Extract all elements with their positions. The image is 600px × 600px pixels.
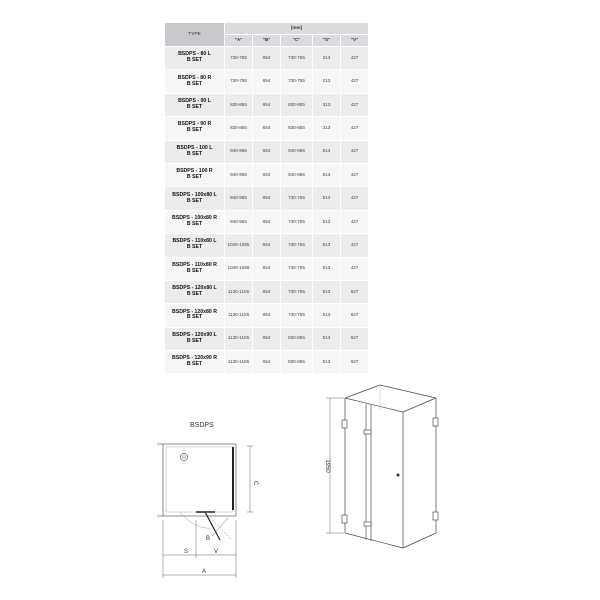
column-header: "V" [341,35,369,47]
value-cell-s: 513 [313,304,341,327]
model-cell [165,140,225,163]
value-cell-b: 654 [253,234,281,257]
plan-enclosure [157,444,236,540]
value-cell-b: 654 [253,304,281,327]
value-cell-s: 313 [313,117,341,140]
dim-v-label: V [214,549,219,555]
value-cell-s: 513 [313,187,341,210]
value-cell-b: 654 [253,187,281,210]
value-cell-a: 1130-1155 [225,280,253,303]
value-cell-c: 830-855 [281,327,313,350]
value-cell-c: 730-755 [281,47,313,70]
value-cell-v: 427 [341,140,369,163]
value-cell-c: 730-755 [281,234,313,257]
value-cell-a: 1040-1065 [225,234,253,257]
table-row [165,351,369,374]
model-cell [165,280,225,303]
model-name: BSDPS - 120x80 L [172,285,217,292]
model-name: BSDPS - 120x90 L [172,331,217,338]
value-cell-b: 654 [253,327,281,350]
model-name: BSDPS - 90 R [177,121,212,128]
model-cell [165,210,225,233]
dim-c-label: C [252,481,258,486]
value-cell-a: 940-965 [225,163,253,186]
model-name: BSDPS - 120x90 R [172,355,217,362]
model-set: B SET [186,57,203,64]
table-row [165,70,369,93]
model-cell [165,117,225,140]
value-cell-b: 654 [253,210,281,233]
model-set: B SET [186,314,203,321]
table-row [165,117,369,140]
model-set: B SET [186,361,203,368]
model-name: BSDPS - 90 L [178,98,211,104]
value-cell-s: 513 [313,163,341,186]
table-row [165,327,369,350]
model-cell [165,327,225,350]
value-cell-v: 627 [341,304,369,327]
model-name: BSDPS - 110x80 L [172,238,217,245]
enclosure-frame [345,385,436,548]
value-cell-b: 654 [253,280,281,303]
model-name: BSDPS - 100 L [176,144,213,151]
value-cell-a: 1130-1155 [225,351,253,374]
value-cell-v: 427 [341,163,369,186]
value-cell-v: 427 [341,93,369,116]
value-cell-v: 427 [341,257,369,280]
drain-icon [180,453,187,460]
value-cell-a: 940-965 [225,210,253,233]
value-cell-a: 730-755 [225,47,253,70]
door-panels [366,404,371,541]
value-cell-a: 830-855 [225,117,253,140]
height-dimension [326,398,344,533]
value-cell-c: 830-855 [281,117,313,140]
value-cell-a: 940-965 [225,140,253,163]
value-cell-v: 427 [341,187,369,210]
column-header: "S" [313,35,341,47]
value-cell-b: 654 [253,351,281,374]
model-name: BSDPS - 100x80 R [172,214,217,221]
value-cell-b: 654 [253,163,281,186]
plan-dimensions [163,446,253,578]
table-row [165,163,369,186]
value-cell-a: 1130-1155 [225,327,253,350]
model-set: B SET [186,80,203,87]
model-set: B SET [186,150,203,157]
model-cell [165,163,225,186]
value-cell-b: 654 [253,47,281,70]
hinges [342,418,438,526]
model-cell [165,93,225,116]
dim-s-label: S [184,549,189,555]
value-cell-c: 730-755 [281,257,313,280]
model-set: B SET [186,267,203,274]
value-cell-c: 830-855 [281,351,313,374]
value-cell-a: 830-855 [225,93,253,116]
value-cell-c: 730-755 [281,304,313,327]
model-name: BSDPS - 80 R [177,74,212,81]
column-header: "A" [225,35,253,47]
table-row [165,304,369,327]
value-cell-v: 427 [341,70,369,93]
value-cell-v: 427 [341,210,369,233]
value-cell-c: 940-965 [281,163,313,186]
value-cell-s: 513 [313,280,341,303]
value-cell-s: 313 [313,93,341,116]
table-row [165,140,369,163]
model-cell [165,47,225,70]
table-row [165,47,369,70]
model-set: B SET [186,291,203,298]
model-name: BSDPS - 120x80 R [172,308,217,315]
table-row [165,257,369,280]
value-cell-v: 627 [341,327,369,350]
value-cell-c: 940-965 [281,140,313,163]
value-cell-v: 627 [341,280,369,303]
dim-b-label: B [206,536,211,542]
value-cell-s: 513 [313,210,341,233]
value-cell-v: 427 [341,47,369,70]
value-cell-s: 513 [313,351,341,374]
value-cell-b: 654 [253,140,281,163]
value-cell-a: 1130-1155 [225,304,253,327]
value-cell-c: 830-855 [281,93,313,116]
value-cell-a: 1040-1065 [225,257,253,280]
plan-title: BSDPS [190,422,214,429]
model-set: B SET [186,103,203,110]
value-cell-s: 213 [313,70,341,93]
model-set: B SET [186,244,203,251]
value-cell-s: 213 [313,47,341,70]
model-cell [165,257,225,280]
table-row [165,234,369,257]
value-cell-c: 730-755 [281,280,313,303]
unit-header: [mm] [225,23,369,35]
value-cell-v: 627 [341,351,369,374]
model-cell [165,351,225,374]
dim-a-label: A [202,569,207,575]
column-header: "B" [253,35,281,47]
value-cell-v: 427 [341,234,369,257]
value-cell-b: 654 [253,257,281,280]
value-cell-c: 730-755 [281,210,313,233]
model-cell [165,187,225,210]
value-cell-b: 654 [253,117,281,140]
value-cell-v: 427 [341,117,369,140]
value-cell-s: 513 [313,140,341,163]
value-cell-a: 940-965 [225,187,253,210]
value-cell-s: 613 [313,257,341,280]
value-cell-c: 730-755 [281,187,313,210]
table-row [165,210,369,233]
model-name: BSDPS - 100 R [176,168,213,175]
model-set: B SET [186,127,203,134]
type-header: TYPE [165,23,225,47]
table-row [165,280,369,303]
value-cell-s: 613 [313,234,341,257]
height-label: 1950 [324,459,330,473]
model-set: B SET [186,220,203,227]
model-set: B SET [186,174,203,181]
model-cell [165,70,225,93]
door-knob-icon [397,474,400,477]
model-name: BSDPS - 80 L [178,51,211,58]
model-cell [165,304,225,327]
value-cell-s: 513 [313,327,341,350]
model-name: BSDPS - 110x80 R [172,261,217,268]
model-name: BSDPS - 100x80 L [172,191,217,198]
table-row [165,93,369,116]
table-row [165,187,369,210]
model-set: B SET [186,337,203,344]
value-cell-b: 654 [253,70,281,93]
value-cell-a: 730-755 [225,70,253,93]
spec-table [164,22,369,374]
column-header: "C" [281,35,313,47]
model-cell [165,234,225,257]
value-cell-c: 730-755 [281,70,313,93]
value-cell-b: 654 [253,93,281,116]
model-set: B SET [186,197,203,204]
